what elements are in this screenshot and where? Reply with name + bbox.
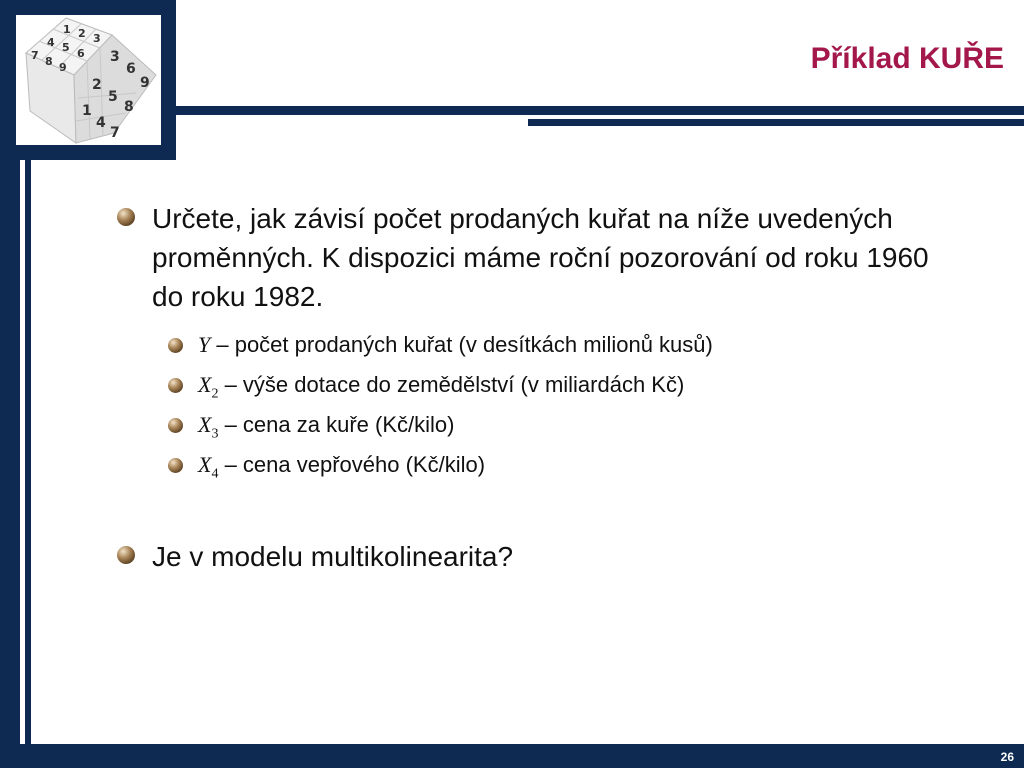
logo-number: 8 bbox=[124, 99, 134, 115]
variable-description: – počet prodaných kuřat (v desítkách milionů kusů) bbox=[210, 332, 713, 357]
logo-number: 4 bbox=[47, 36, 55, 49]
logo-number: 1 bbox=[63, 23, 71, 36]
bullet-text: Určete, jak závisí počet prodaných kuřat na níže uvedených proměnných. K dispozici máme roční pozorování od roku 1960 do roku 1982. bbox=[152, 203, 929, 312]
logo-frame bbox=[0, 0, 176, 160]
variable-description: – cena vepřového (Kč/kilo) bbox=[218, 452, 486, 477]
logo-number: 2 bbox=[78, 27, 86, 40]
variable-symbol: X bbox=[198, 412, 212, 437]
left-rule-thin bbox=[25, 160, 31, 744]
logo-number: 3 bbox=[93, 32, 101, 45]
logo-number: 2 bbox=[92, 77, 102, 93]
sub-bullet-icon bbox=[168, 378, 183, 393]
bullet-text: Je v modelu multikolinearita? bbox=[152, 541, 514, 572]
logo-number: 1 bbox=[82, 103, 92, 119]
variable-subscript: 3 bbox=[211, 426, 219, 442]
header-rule-thin bbox=[528, 119, 1024, 126]
variable-subscript: 2 bbox=[211, 386, 219, 402]
logo-number: 5 bbox=[108, 89, 118, 105]
logo-box bbox=[16, 15, 161, 145]
sub-bullet-text bbox=[198, 410, 958, 449]
variable-description: – výše dotace do zemědělství (v miliardách Kč) bbox=[218, 372, 685, 397]
sub-bullet-text bbox=[198, 370, 958, 409]
bullet-icon bbox=[117, 208, 135, 226]
logo-number: 4 bbox=[96, 115, 106, 131]
logo-number: 9 bbox=[59, 61, 67, 74]
logo-number: 7 bbox=[31, 49, 39, 62]
bullet-icon bbox=[117, 546, 135, 564]
sub-bullet-icon bbox=[168, 458, 183, 473]
logo-number: 6 bbox=[126, 61, 136, 77]
left-rule-thick bbox=[0, 160, 20, 744]
variable-symbol: Y bbox=[198, 332, 211, 357]
logo-number: 8 bbox=[45, 55, 53, 68]
footer-bar bbox=[0, 744, 1024, 768]
logo-number: 5 bbox=[62, 41, 70, 54]
variable-symbol: X bbox=[198, 452, 212, 477]
sub-bullet-icon bbox=[168, 418, 183, 433]
slide-title: Příklad KUŘE bbox=[810, 42, 1004, 75]
variable-subscript: 4 bbox=[211, 466, 219, 482]
sub-bullet-text bbox=[198, 330, 958, 369]
sub-bullet-text bbox=[198, 450, 958, 489]
logo-number: 7 bbox=[110, 125, 120, 141]
variable-symbol: X bbox=[198, 372, 212, 397]
logo-number: 9 bbox=[140, 75, 150, 91]
header-rule-thick bbox=[176, 106, 1024, 115]
logo-number: 3 bbox=[110, 49, 120, 65]
page-number: 26 bbox=[1000, 750, 1014, 764]
sudoku-cube-logo bbox=[16, 15, 161, 145]
sub-bullet-icon bbox=[168, 338, 183, 353]
variable-description: – cena za kuře (Kč/kilo) bbox=[218, 412, 455, 437]
logo-number: 6 bbox=[77, 47, 85, 60]
